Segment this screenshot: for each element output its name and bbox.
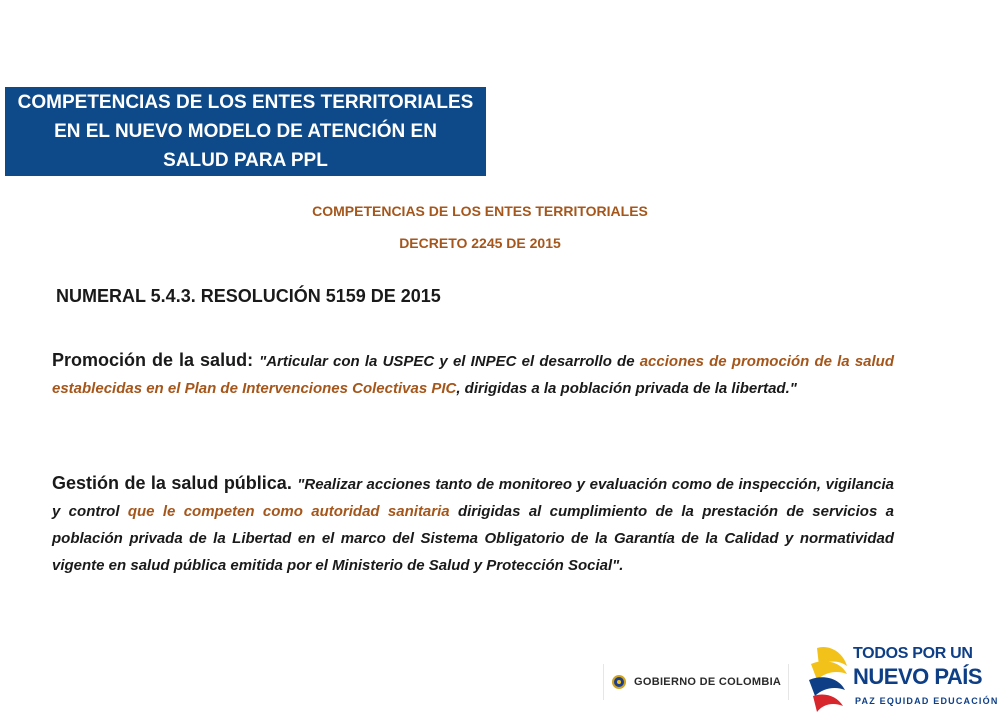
gestion-quote-start: "Realizar acciones tanto de monitoreo y evaluación como de inspección, vigilancia y control bbox=[52, 476, 894, 520]
gobierno-de-colombia-logo bbox=[603, 664, 789, 700]
promocion-highlight: acciones de promoción de la salud establecidas en el Plan de Intervenciones Colectivas PIC bbox=[52, 353, 894, 397]
promocion-quote-end: , dirigidas a la población privada de la libertad." bbox=[456, 380, 797, 397]
gestion-highlight: que le competen como autoridad sanitaria bbox=[127, 503, 450, 520]
gestion-paragraph bbox=[52, 470, 894, 579]
escudo-icon bbox=[612, 675, 626, 689]
tpu-line-2: NUEVO PAÍS bbox=[853, 664, 983, 689]
gestion-quote-end: dirigidas al cumplimiento de la prestación de servicios a población privada de la Libertad en el marco del Sistema Obligatorio de la Garantía de la Calidad y normatividad vigente en salud pública emitida por el Ministerio de Salud y Protección Social". bbox=[52, 503, 894, 574]
subtitle-competencias: COMPETENCIAS DE LOS ENTES TERRITORIALES bbox=[312, 203, 648, 219]
todos-por-un-nuevo-pais-logo bbox=[803, 640, 999, 716]
promocion-paragraph bbox=[52, 347, 894, 402]
gestion-lead: Gestión de la salud pública. bbox=[52, 473, 298, 493]
title-line-3: SALUD PARA PPL bbox=[163, 150, 328, 171]
slide-title-box bbox=[5, 87, 486, 176]
promocion-quote-start: "Articular con la USPEC y el INPEC el desarrollo de bbox=[259, 353, 640, 370]
numeral-heading: NUMERAL 5.4.3. RESOLUCIÓN 5159 DE 2015 bbox=[56, 286, 441, 306]
flag-swoosh-icon bbox=[803, 640, 855, 716]
promocion-lead: Promoción de la salud: bbox=[52, 350, 260, 370]
tpu-line-3: PAZ EQUIDAD EDUCACIÓN bbox=[855, 696, 999, 706]
title-line-2: EN EL NUEVO MODELO DE ATENCIÓN EN bbox=[54, 121, 437, 142]
subtitle-decreto: DECRETO 2245 DE 2015 bbox=[399, 235, 561, 251]
gobierno-label: GOBIERNO DE COLOMBIA bbox=[634, 676, 782, 688]
tpu-line-1: TODOS POR UN bbox=[853, 645, 973, 662]
title-line-1: COMPETENCIAS DE LOS ENTES TERRITORIALES bbox=[17, 92, 474, 113]
